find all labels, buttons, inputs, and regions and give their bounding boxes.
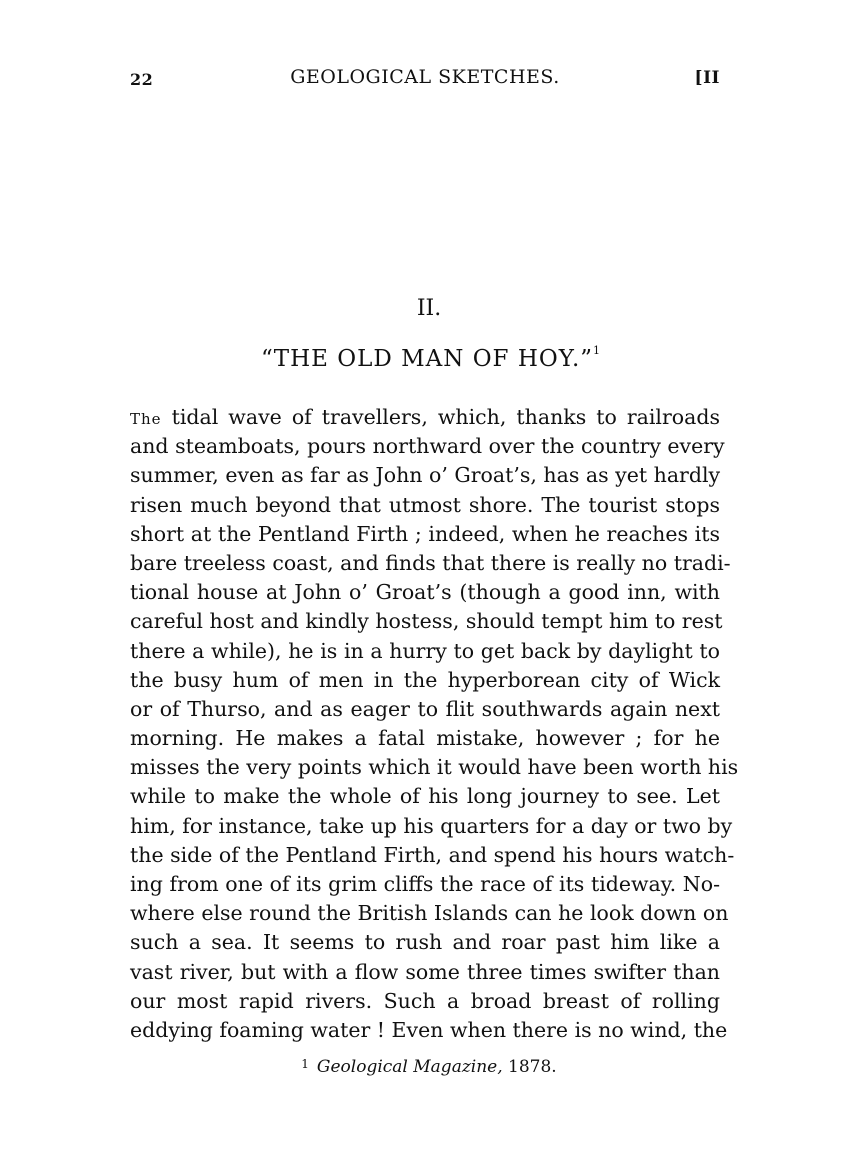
text-line [130, 403, 720, 432]
body-text [130, 403, 739, 1045]
text-line: ing from one of its grim cliffs the race of its tideway. No- [130, 872, 720, 896]
text-line: summer, even as far as John o’ Groat’s, has as yet hardly [130, 463, 721, 488]
text-line: risen much beyond that utmost shore. The tourist stops [130, 492, 720, 517]
footnote-mark: 1 [301, 1057, 309, 1071]
text-line-content: tidal wave of travellers, which, thanks to railroads [161, 405, 720, 429]
footnote-source: Geological Magazine, [316, 1057, 503, 1077]
text-line: morning. He makes a fatal mistake, however ; for he [130, 726, 720, 751]
footnote [0, 1057, 850, 1077]
text-line: such a sea. It seems to rush and roar past him like a [130, 930, 720, 955]
text-line: the side of the Pentland Firth, and spend his hours watch- [130, 842, 735, 867]
text-line: while to make the whole of his long journey to see. Let [130, 784, 720, 809]
text-line: misses the very points which it would have been worth his [130, 755, 739, 780]
page-number: 22 [130, 70, 154, 89]
text-line: or of Thurso, and as eager to flit southwards again next [130, 696, 720, 721]
running-head [130, 66, 720, 96]
chapter-title [0, 346, 850, 372]
text-line: short at the Pentland Firth ; indeed, when he reaches its [130, 521, 720, 546]
text-line: and steamboats, pours northward over the country every [130, 434, 725, 459]
text-line: bare treeless coast, and finds that there is really no tradi- [130, 550, 731, 575]
text-line: the busy hum of men in the hyperborean city of Wick [130, 667, 720, 692]
text-line: eddying foaming water ! Even when there is no wind, the [130, 1017, 728, 1042]
text-line: tional house at John o’ Groat’s (though a good inn, with [130, 580, 720, 605]
text-line: where else round the British Islands can he look down on [130, 901, 729, 926]
text-line: him, for instance, take up his quarters for a day or two by [130, 813, 733, 838]
chapter-number: II. [416, 296, 442, 321]
text-line: there a while), he is in a hurry to get back by daylight to [130, 638, 720, 663]
footnote-reference: 1 [593, 344, 602, 357]
drop-word: The [130, 410, 162, 428]
chapter-marker: [II [694, 68, 720, 88]
text-line: careful host and kindly hostess, should tempt him to rest [130, 609, 723, 634]
running-title: GEOLOGICAL SKETCHES. [290, 66, 560, 88]
footnote-year: 1878. [508, 1057, 557, 1077]
chapter-title-text: “THE OLD MAN OF HOY.” [260, 346, 594, 372]
text-line: vast river, but with a flow some three times swifter than [130, 959, 720, 984]
text-line: our most rapid rivers. Such a broad breast of rolling [130, 988, 720, 1013]
